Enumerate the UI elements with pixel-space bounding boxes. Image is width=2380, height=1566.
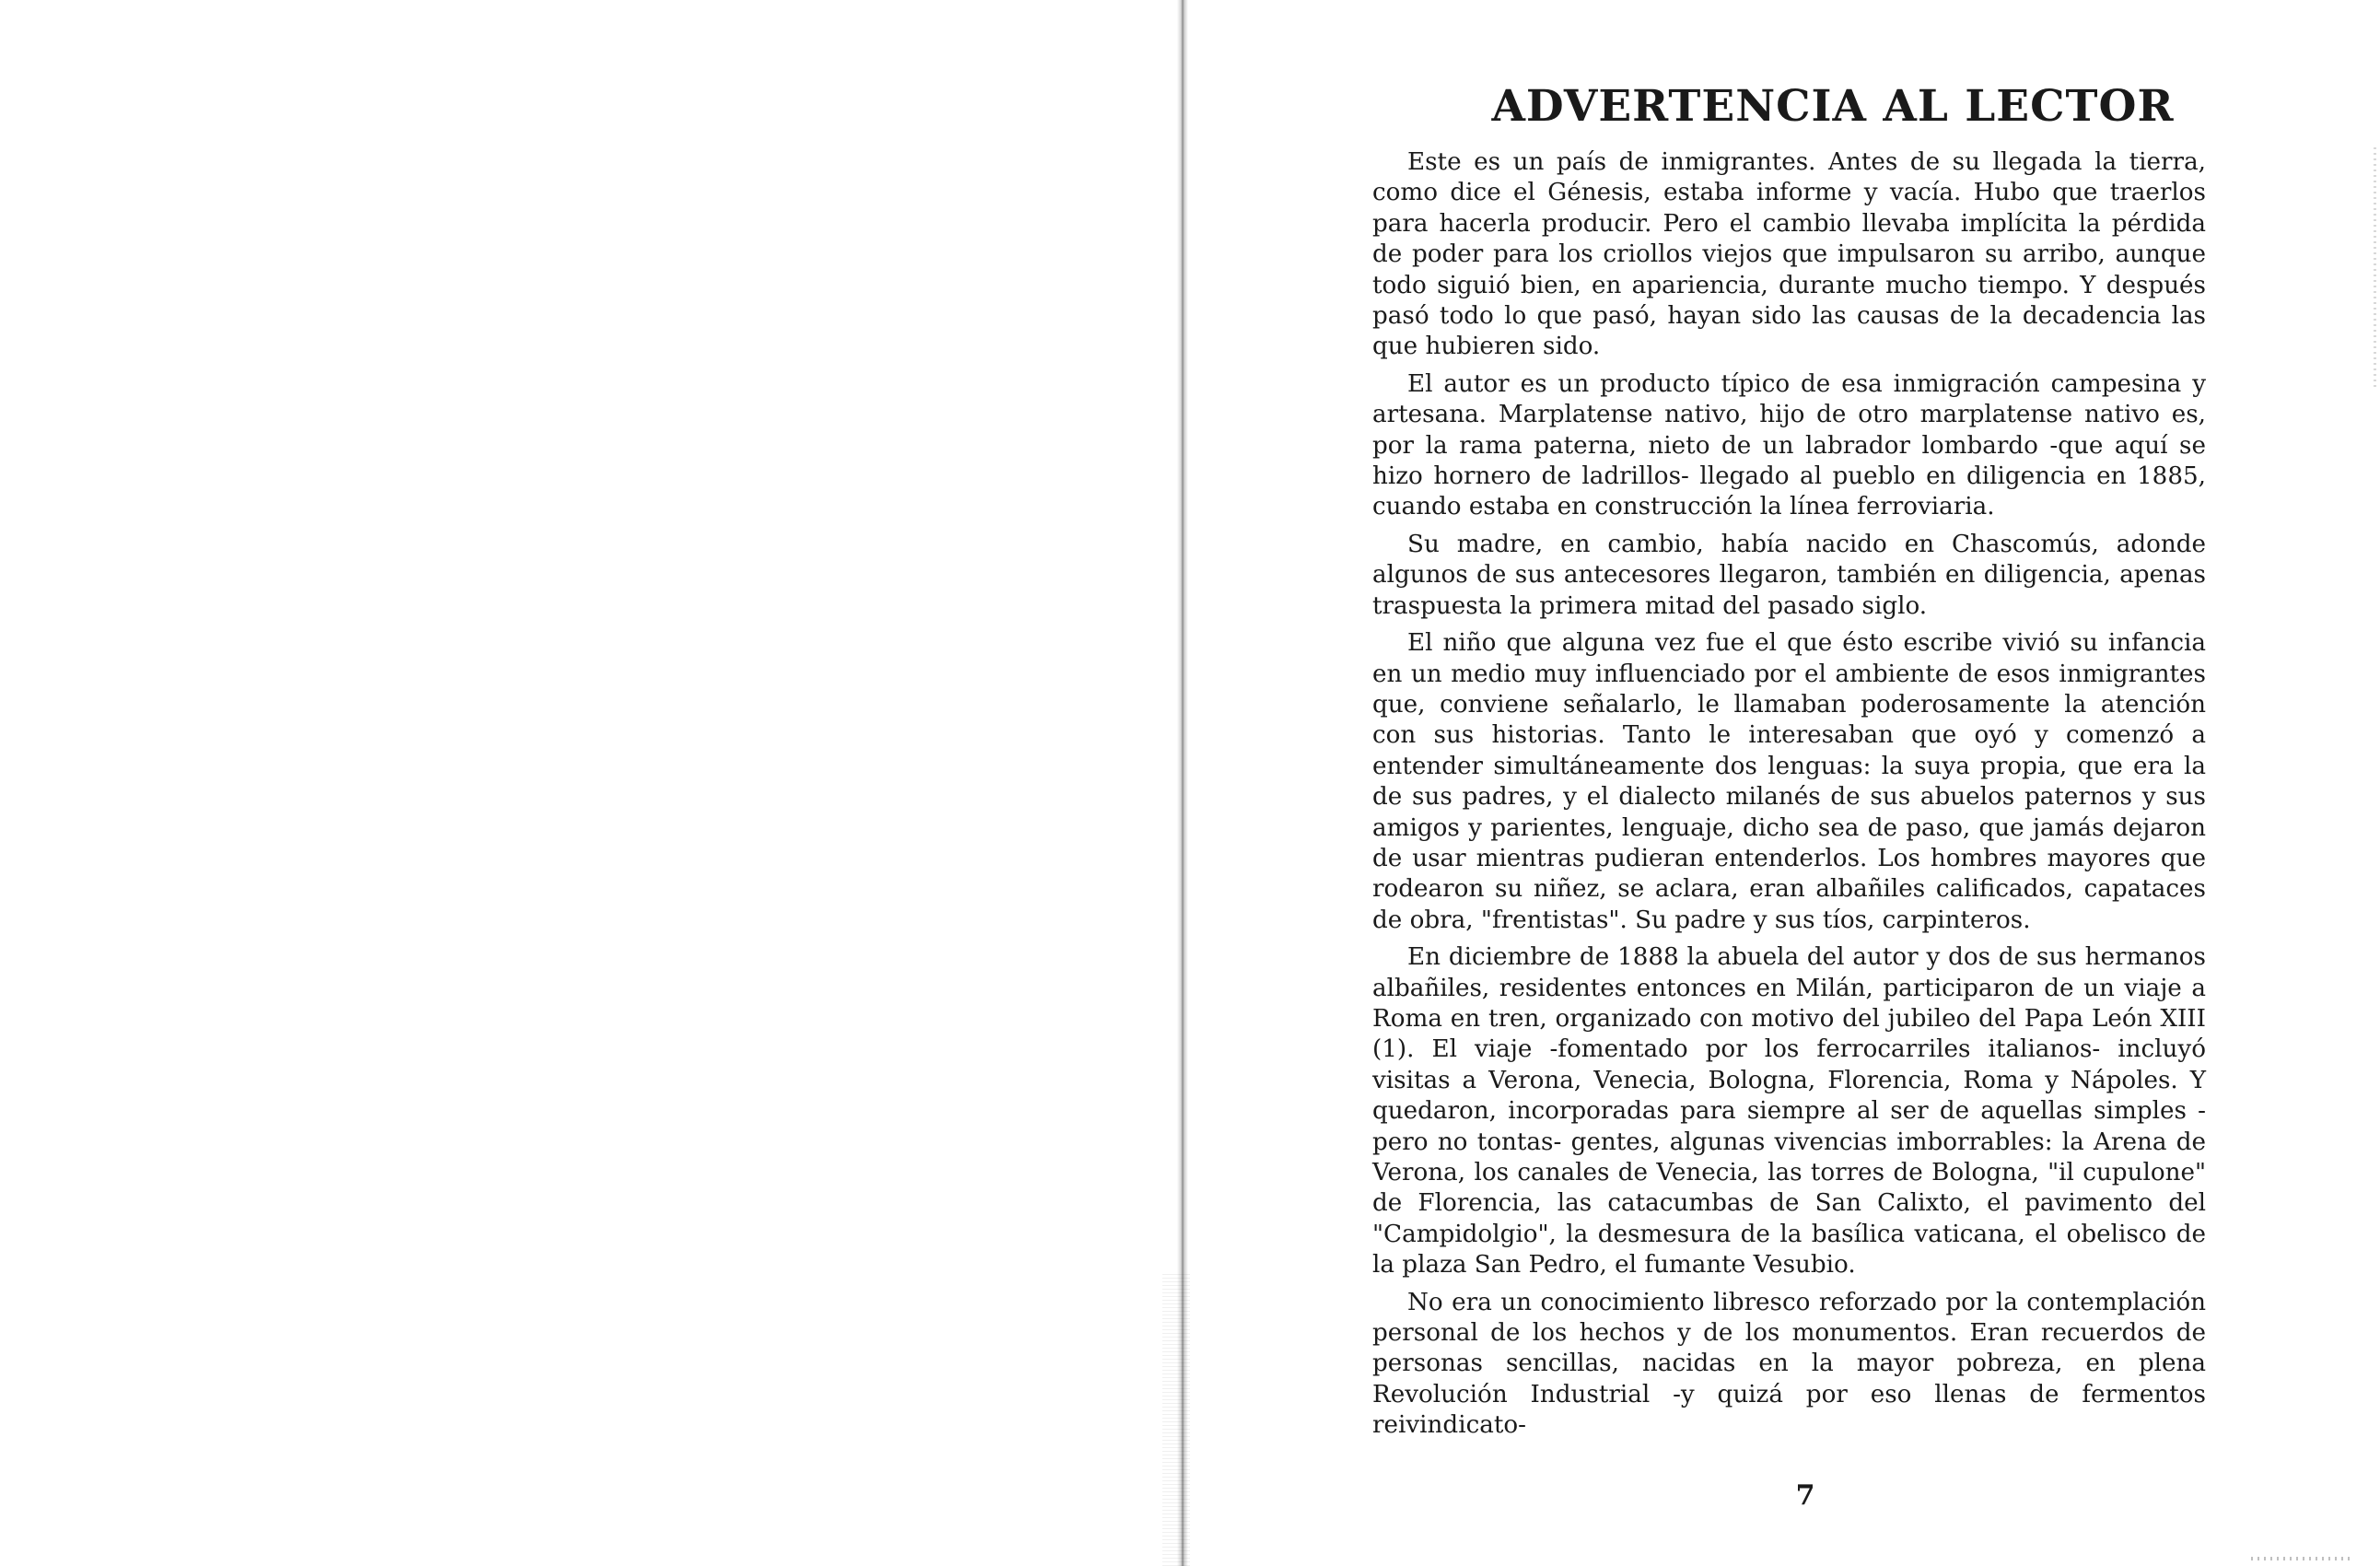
right-page <box>1188 0 2380 1566</box>
paragraph-3: Su madre, en cambio, había nacido en Chascomús, adonde algunos de sus antecesores llegaron, también en diligencia, apenas traspuesta la primera mitad del pasado siglo. <box>1372 530 2206 620</box>
body-text <box>1372 147 2206 1448</box>
paragraph-4: El niño que alguna vez fue el que ésto escribe vivió su infancia en un medio muy influenciado por el ambiente de esos inmigrantes que, conviene señalarlo, le llamaban poderosamente la atención con sus historias. Tanto le interesaban que oyó y comenzó a entender simultáneamente dos lenguas: la suya propia, que era la de sus padres, y el dialecto milanés de sus abuelos paternos y sus amigos y parientes, lenguaje, dicho sea de paso, que jamás dejaron de usar mientras pudieran entenderlos. Los hombres mayores que rodearon su niñez, se aclara, eran albañiles calificados, capataces de obra, "frentistas". Su padre y sus tíos, carpinteros. <box>1372 629 2206 934</box>
page-edge-mark <box>2374 147 2376 387</box>
gutter-scan-noise <box>1162 1271 1190 1566</box>
scan-dots <box>2251 1557 2352 1560</box>
paragraph-6: No era un conocimiento libresco reforzado por la contemplación personal de los hechos y de los monumentos. Eran recuerdos de personas sencillas, nacidas en la mayor pobreza, en plena Revolución Industrial -y quizá por eso llenas de fermentos reivindicato- <box>1372 1288 2206 1440</box>
paragraph-5: En diciembre de 1888 la abuela del autor y dos de sus hermanos albañiles, residentes entonces en Milán, participaron de un viaje a Roma en tren, organizado con motivo del jubileo del Papa León XIII (1). El viaje -fomentado por los ferrocarriles italianos- incluyó visitas a Verona, Venecia, Bologna, Florencia, Roma y Nápoles. Y quedaron, incorporadas para siempre al ser de aquellas simples -pero no tontas- gentes, algunas vivencias imborrables: la Arena de Verona, los canales de Venecia, las torres de Bologna, "il cupulone" de Florencia, las catacumbas de San Calixto, el pavimento del "Campidolgio", la desmesura de la basílica vaticana, el obelisco de la plaza San Pedro, el fumante Vesubio. <box>1372 943 2206 1280</box>
paragraph-1: Este es un país de inmigrantes. Antes de su llegada la tierra, como dice el Génesis, estaba informe y vacía. Hubo que traerlos para hacerla producir. Pero el cambio llevaba implícita la pérdida de poder para los criollos viejos que impulsaron su arribo, aunque todo siguió bien, en apariencia, durante mucho tiempo. Y después pasó todo lo que pasó, hayan sido las causas de la decadencia las que hubieren sido. <box>1372 148 2206 361</box>
page-number: 7 <box>1795 1479 1815 1512</box>
chapter-title: ADVERTENCIA AL LECTOR <box>1491 81 2175 132</box>
paragraph-2: El autor es un producto típico de esa inmigración campesina y artesana. Marplatense nativo, hijo de otro marplatense nativo es, por la rama paterna, nieto de un labrador lombardo -que aquí se hizo hornero de ladrillos- llegado al pueblo en diligencia en 1885, cuando estaba en construcción la línea ferroviaria. <box>1372 369 2206 521</box>
left-page-blank <box>0 0 1179 1566</box>
